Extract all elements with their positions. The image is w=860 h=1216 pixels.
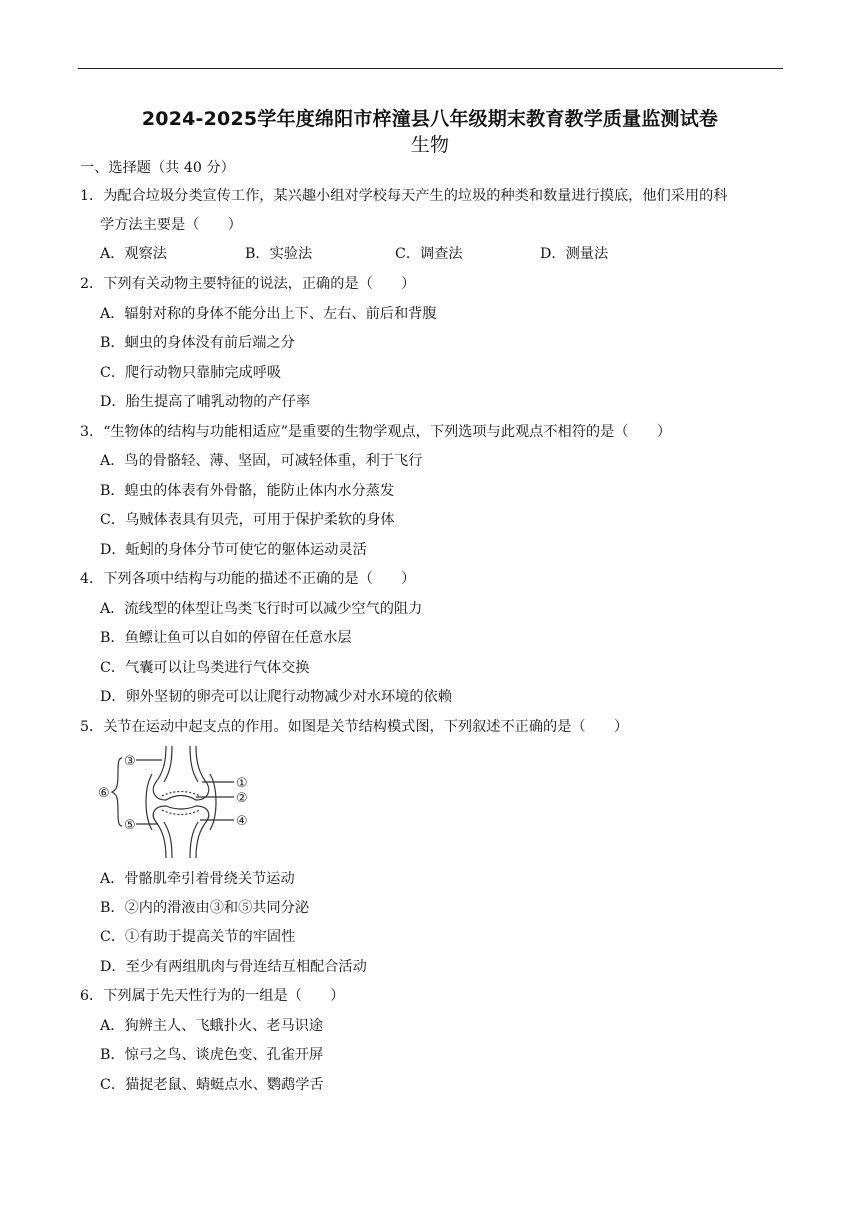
- option-c[interactable]: C．气囊可以让鸟类进行气体交换: [100, 660, 310, 676]
- label-6: ⑥: [98, 786, 110, 801]
- question-1-stem: 1．为配合垃圾分类宣传工作，某兴趣小组对学校每天产生的垃圾的种类和数量进行摸底，他们采用的科: [80, 188, 728, 204]
- label-4: ④: [236, 814, 248, 829]
- question-2-stem: 2．下列有关动物主要特征的说法，正确的是（ ）: [80, 276, 416, 292]
- question-5-stem: 5．关节在运动中起支点的作用。如图是关节结构模式图，下列叙述不正确的是（ ）: [80, 719, 629, 735]
- question-6-stem: 6．下列属于先天性行为的一组是（ ）: [80, 988, 345, 1004]
- option-a[interactable]: A．流线型的体型让鸟类飞行时可以减少空气的阻力: [100, 601, 423, 617]
- option-b[interactable]: B．实验法: [245, 246, 313, 262]
- option-b[interactable]: B．蝗虫的体表有外骨骼，能防止体内水分蒸发: [100, 483, 395, 499]
- option-c[interactable]: C．调查法: [395, 246, 463, 262]
- option-a[interactable]: A．骨骼肌牵引着骨绕关节运动: [100, 871, 295, 887]
- option-a[interactable]: A．观察法: [100, 246, 167, 262]
- option-c[interactable]: C．①有助于提高关节的牢固性: [100, 929, 296, 945]
- option-d[interactable]: D．至少有两组肌肉与骨连结互相配合活动: [100, 959, 367, 975]
- question-3-stem: 3．“生物体的结构与功能相适应”是重要的生物学观点，下列选项与此观点不相符的是（ ）: [80, 424, 672, 440]
- option-a[interactable]: A．辐射对称的身体不能分出上下、左右、前后和背腹: [100, 306, 437, 322]
- option-d[interactable]: D．蚯蚓的身体分节可使它的躯体运动灵活: [100, 542, 367, 558]
- exam-subject: 生物: [410, 134, 450, 156]
- label-3: ③: [124, 754, 136, 769]
- option-b[interactable]: B．惊弓之鸟、谈虎色变、孔雀开屏: [100, 1047, 324, 1063]
- option-c[interactable]: C．乌贼体表具有贝壳，可用于保护柔软的身体: [100, 512, 395, 528]
- question-4-stem: 4．下列各项中结构与功能的描述不正确的是（ ）: [80, 571, 416, 587]
- label-5: ⑤: [124, 818, 136, 833]
- option-b[interactable]: B．蛔虫的身体没有前后端之分: [100, 335, 295, 351]
- section-heading: 一、选择题（共 40 分）: [80, 160, 235, 176]
- exam-title: 2024-2025学年度绵阳市梓潼县八年级期末教育教学质量监测试卷: [141, 108, 719, 130]
- question-1-stem-cont: 学方法主要是（ ）: [100, 217, 242, 233]
- option-d[interactable]: D．测量法: [540, 246, 609, 262]
- header-rule: [78, 68, 783, 69]
- option-a[interactable]: A．狗辨主人、飞蛾扑火、老马识途: [100, 1018, 324, 1034]
- option-d[interactable]: D．卵外坚韧的卵壳可以让爬行动物减少对水环境的依赖: [100, 689, 452, 705]
- option-a[interactable]: A．鸟的骨骼轻、薄、坚固，可减轻体重，利于飞行: [100, 453, 423, 469]
- joint-structure-diagram: [96, 744, 266, 860]
- label-2: ②: [236, 791, 248, 806]
- question-1-options: [100, 244, 720, 264]
- label-1: ①: [236, 776, 248, 791]
- option-c[interactable]: C．爬行动物只靠肺完成呼吸: [100, 365, 282, 381]
- option-b[interactable]: B．鱼鳔让鱼可以自如的停留在任意水层: [100, 630, 352, 646]
- option-b[interactable]: B．②内的滑液由③和⑤共同分泌: [100, 900, 310, 916]
- option-d[interactable]: D．胎生提高了哺乳动物的产仔率: [100, 394, 311, 410]
- option-c[interactable]: C．猫捉老鼠、蜻蜓点水、鹦鹉学舌: [100, 1077, 324, 1093]
